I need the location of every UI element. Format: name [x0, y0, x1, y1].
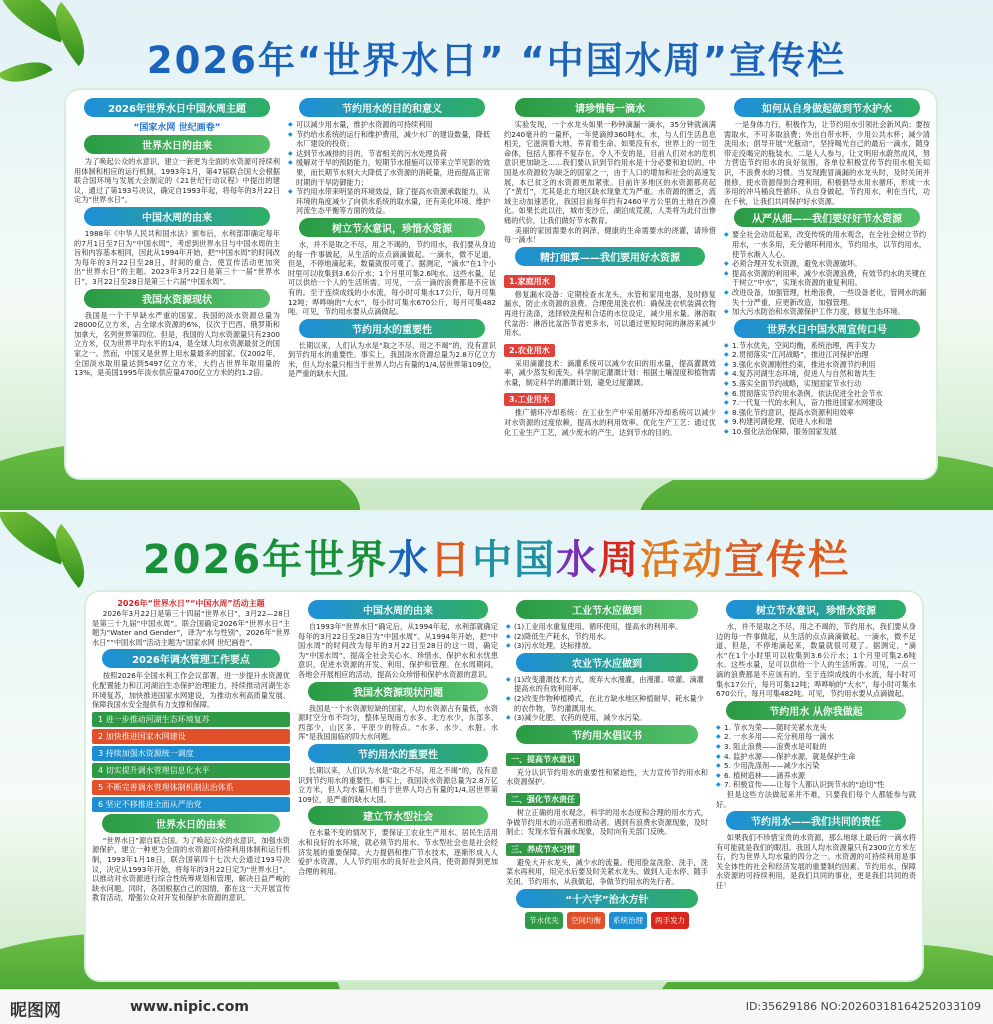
paragraph: 在水量不变的情况下，要保证工农业生产用水、居民生活用水和良好的水环境，就必须节约用水。节水型社会也是社会经济发展的重要保障。大力提倡和推广节水技术，逐渐形成人人爱护水资源，人人节约用水的良好社会风尚，使资源得到更加合理的利用。 [298, 828, 498, 876]
section-header: 工业节水应做到 [516, 600, 698, 619]
policy-tag: 空间均衡 [567, 912, 605, 929]
section-header: 中国水周的由来 [308, 600, 488, 619]
page-title: 2026年“世界水日” “中国水周”宣传栏 [146, 39, 847, 82]
section-header: 我国水资源现状问题 [308, 682, 488, 701]
title-segment: 水 [556, 537, 599, 583]
site-url[interactable]: www.nipic.com [130, 999, 249, 1015]
slogan-item: ◆ 3.强化水资源刚性约束，推进水资源节约利用 [724, 360, 930, 370]
column-4b [716, 598, 916, 976]
paragraph: 如果我们不珍惜宝贵的水资源，那么地球上最后的一滴水将有可能就是我们的眼泪。我国人均水资源量只有2300立方米左右，约为世界人均水量的四分之一。水资源的可持续利用是事关全体性的社会和经济发展的重要制约因素。节约用水，保障水资源的可持续利用，是我们共同的事业，更是我们共同的责任！ [716, 833, 916, 891]
slogan-item: ◆ 4.复苏河湖生态环境，促进人与自然和谐共生 [724, 369, 930, 379]
column-2 [288, 96, 496, 474]
section-header: 精打细算——我们要用好水资源 [515, 247, 705, 266]
section-header: 节约用水的重要性 [308, 744, 488, 763]
slogan-item: ◆ 9.构建河湖伦理，促进人水和谐 [724, 417, 930, 427]
bullet-item: ◆ 节约用水带来明显的环境效益，除了提高水资源承载能力，从环境的角度减少了向供水系统的取水量，还有美化环境、维护河流生态平衡等方面的效益。 [288, 187, 496, 216]
work-point-item: 5 不断完善调水管理体制机制法治体系 [92, 780, 290, 795]
site-logo: 昵图网 [10, 1001, 61, 1021]
subheading: 2.农业用水 [504, 344, 555, 357]
policy-tag: 节水优先 [525, 912, 563, 929]
activity-theme-title: 2026年“世界水日”“中国水周”活动主题 [117, 599, 265, 608]
section-header: 2026年世界水日中国水周主题 [84, 98, 269, 117]
image-id: ID:35629186 NO:20260318164252033109 [745, 1000, 981, 1013]
bullet-item: ◆ 加大污水防治和水资源保护工作力度，修复生态环境。 [724, 307, 930, 317]
section-header: 节约用水 从你我做起 [726, 701, 906, 720]
bullet-item: ◆ 必须合理开发水资源，避免水资源破坏。 [724, 259, 930, 269]
subheading: 3.工业用水 [504, 393, 555, 406]
work-point-item: 3 持续加强水资源统一调度 [92, 746, 290, 761]
paragraph: 自1993年“世界水日”确定后，从1994年起，水利部就确定每年的3月22日至28日为“中国水周”。从1994年开始，把“中国水周”的时间改为每年的3月22日至28日的这一周，确定为“中国水周”，提高全社会关心水、珍惜水、保护水和水忧患意识，促进水资源的开发、利用、保护和管理。在水周期间，各地会开展相应的活动，提高公众珍惜和保护水资源的意识。 [298, 622, 498, 679]
bullet-item: ◆ 要全社会动员起来，改变传统的用水观念，在全社会树立节约用水，一水多用，充分循环利用水，节约用水，以节约用水，使节水渐入人心。 [724, 230, 930, 259]
section-header: 2026年调水管理工作要点 [102, 649, 280, 668]
paragraph: 实验发现，一个水龙头如果一秒钟滴漏一滴水，35分钟就滴满约240毫升的一量杯，一年使滴掉360吨水。水，与人们生活息息相关，它滋润着大地，养育着生命。如果没有水，世界上的一切生命体，包括人都将不复存在。令人不安的是，目前人们对水的危机意识更加缺乏……我们要认识到节约用水是十分必要和迫切的。中国是水资源较为缺乏的国家之一，由于人口的增加和社会的高速发展，本已贫乏的水资源更加紧张。目前许多地区的水资源都亮起了“黄灯”，尤其是北方地区缺水现象尤为严重。水资源的匮乏，流域主动加速恶化，我国目前每年约有2460平方公里的土地在沙漠化。如果长此以往，城市变沙丘，湖泊成荒漠，人类将为此付出惨痛的代价，让我们做好节水教育。 [504, 120, 716, 225]
paragraph: 长期以来，人们认为水是“取之不尽，用之不竭”的，没有意识到节约用水的重要性。事实上，我国淡水资源总量为2.8万亿立方米，但人均水量只相当于世界人均占有量的1/4,居世界第109位，是严重的缺水大国。 [298, 765, 498, 804]
paragraph: 水，并不是取之不尽，用之不竭的，节约用水，我们要从身边的每一件事做起，从生活的点点滴滴做起。一滴水，微不足道，但是，不停地滴起来，数量就很可观了。据测定，“滴水”在1个小时里可以收集到3.6公斤水；1个月里可集2.6吨水。这些水量，足可以供给一个人的生活所需。可见，一点一滴的浪费都是不应该有的。至于连续成线的小水流，每小时可集水17公斤，每月可集12吨；哗哗响的“大水”，每小时可集水670公斤，每月可集482吨。可见，节约用水要从点滴做起。 [716, 622, 916, 699]
column-3 [504, 96, 716, 474]
slogan-item: ◆ 7.一代复一代的水利人，奋力推进国家水网建设 [724, 398, 930, 408]
paragraph: 采用滴灌技术：滴灌系统可以减少农田的用水量，提高灌溉效率，减少蒸发和流失。科学制定灌溉计划：根据土壤湿度和植物需水量，制定科学的灌溉计划，避免过度灌溉。 [504, 358, 716, 387]
section-header: 从严从细——我们要好好节水资源 [734, 208, 919, 227]
slogan-item: ◆ 8.强化节约意识，提高水资源利用效率 [724, 408, 930, 418]
section-header: 树立节水意识，珍惜水资源 [299, 218, 486, 237]
paragraph: 1988年《中华人民共和国水法》颁布后，水利部即确定每年的7月1日至7日为“中国水周”，考虑到世界水日与中国水周的主旨和内容基本相同，因此从1994年开始，把“中国水周”的时间改为每年的3月22日至28日，时间的重合，使宣传活动更加突出“世界水日”的主题。2023年3月22日是第三十一届“世界水日”，3月22日至28日是第三十六届“中国水周”。 [74, 228, 280, 286]
list-item: ◆ 3. 阻止浪费——浪费水是可耻的 [716, 742, 916, 752]
paragraph: 按照2026年全国水利工作会议部署，进一步提升水资源优化配置能力和江河湖泊生态保护治理能力，持续推动河湖生态环境复苏，加快推进国家水网建设，为推动水利高质量发展、保障我国水安全提供有力支撑和保障。 [92, 671, 290, 710]
section-header: 我国水资源现状 [84, 289, 269, 308]
paragraph: 我国是一个干旱缺水严重的国家。我国的淡水资源总量为28000亿立方米，占全球水资源的6%，仅次于巴西、俄罗斯和加拿大，名列世界第四位。但是，我国的人均水资源量只有2300立方米，仅为世界平均水平的1/4，是全球人均水资源最贫乏的国家之一。然而，中国又是世界上用水量最多的国家。仅2002年，全国淡水取用量达到5497亿立方米，大约占世界年取用量的13%，是美国1995年淡水供应量4700亿立方米的约1.2倍。 [74, 310, 280, 378]
paragraph: 为了唤起公众的水意识，建立一套更为全面的水资源可持续利用体制和相应的运行机制，1993年1月，第47届联合国大会根据联合国环境与发展大会制定的《21世纪行动议程》中提出的建议，通过了第193号决议，确定自1993年起，将每年的3月22日定为“世界水日”。 [74, 157, 280, 205]
paragraph: 但是这些方法做起来并不难，只要我们每个人都能参与就好。 [716, 789, 916, 809]
list-item: ◆ 5. 少用洗涤剂——减少水污染 [716, 761, 916, 771]
column-4 [724, 96, 930, 474]
list-item: ◆ (3)减少化肥、农药的使用，减少水污染。 [506, 713, 708, 723]
policy-tag: 两手发力 [651, 912, 689, 929]
section-header: 请珍惜每一滴水 [515, 98, 705, 117]
paragraph: 充分认识节约用水的重要性和紧迫性，大力宣传节约用水和水资源保护。 [506, 767, 708, 787]
section-header: 节约用水倡议书 [516, 725, 698, 744]
section-header: 中国水周的由来 [84, 207, 269, 226]
paragraph: 水，并不是取之不尽，用之不竭的，节约用水，我们要从身边的每一件事做起，从生活的点点滴滴做起。一滴水，微不足道，但是，不停地滴起来，数量就很可观了。据测定，“滴水”在1个小时里可以收集到3.6公斤水；1个月里可集2.6吨水。这些水量，足可以供给一个人的生活所需。可见，一点一滴的浪费都是不应该有的。至于连续成线的小水流，每小时可集水17公斤，每月可集12吨；哗哗响的“大水”，每小时可集水670公斤，每月可集482吨。可见，节约用水要从点滴做起。 [288, 239, 496, 317]
list-item: ◆ (2)改变作物种植模式，在北方缺水地区种植耐旱、耗水量少的农作物，节约灌溉用水。 [506, 694, 708, 713]
slogan-item: ◆ 5.落实全面节约战略，实现国家节水行动 [724, 379, 930, 389]
subheading: 1.家庭用水 [504, 275, 555, 288]
list-item: ◆ (1)改变灌溉技术方式，废弃大水漫灌，由漫灌、喷灌、滴灌提高水的有效利用率。 [506, 675, 708, 694]
policy-tags [506, 912, 708, 929]
bullet-item: ◆ 节约给水系统的运行和维护费用，减少水厂的建设数量，降低水厂建设的投资； [288, 130, 496, 149]
section-header: 节约用水——我们共同的责任 [726, 811, 906, 830]
bullet-item: ◆ 达到节水减排的目的，节省相关的污水处理负荷 [288, 149, 496, 159]
paragraph: 美丽的家园需要水的润泽，健康的生命需要水的浇灌，请珍惜每一滴水！ [504, 225, 716, 245]
slogan-item: ◆ 10.强化法治保障，服务国家发展 [724, 427, 930, 437]
paragraph: 长期以来，人们认为水是“取之不尽，用之不竭”的，没有意识到节约用水的重要性。事实上，我国淡水资源总量为2.8万亿立方米，但人均水量只相当于世界人均占有量的1/4,居世界第109位，是严重的缺水大国。 [288, 340, 496, 379]
title-segment: 日 [430, 537, 473, 583]
section-header: 节约用水的目的和意义 [299, 98, 486, 117]
bullet-item: ◆ 改进设备，加强管理，杜绝浪费，一些设备老化，管网水的漏失十分严重，应更新改造，加强管理。 [724, 288, 930, 307]
section-header: 世界水日中国水周宣传口号 [734, 319, 919, 338]
subheading: 二、强化节水责任 [506, 793, 580, 806]
slogan-item: ◆ 6.贯彻落实节约用水条例，依法促进全社会节水 [724, 389, 930, 399]
title-segment: 中国 [472, 537, 557, 583]
list-item: ◆ (1)工业用水重复使用、循环使用，提高水的利用率。 [506, 622, 708, 632]
list-item: ◆ 2. 一水多用——充分利用每一滴水 [716, 732, 916, 742]
page-title-2 [0, 528, 993, 585]
column-2b [298, 598, 498, 976]
paragraph: 一是身体力行，积极作为，让节约用水引领社会新风尚；要按需取水，不可多取浪费；外出自带水杯，少用公共水杯；减少清洗用水；倡导开展“光瓶动”，坚持喝光自己的最后一滴水，随身带走没喝完的瓶装水。二是人人参与，让文明用水蔚然成风，努力营造节约用水的良好氛围，各单位积极宣传节约用水相关知识，不浪费水的习惯。当发现跑冒滴漏的水龙头时，及时关闭并报修，使水资源得到合理利用，积极倡导水用水循环，形成一水多用的冲马桶良性循环。从自身做起，节约用水，利在当代，功在千秋，让我们共同保护好水资源。 [724, 120, 930, 206]
column-1 [74, 96, 280, 474]
column-1b [92, 598, 290, 976]
paragraph: 修复漏水设备：定期检查水龙头、水管和家用电器，及时修复漏水，防止水资源的浪费。合理使用洗衣机：确保洗衣机装满衣物再进行洗涤，选择较洗程和合适的水位设定，减少用水量。淋浴取代盆浴：淋浴比盆浴节省更多水，可以通过更短时间的淋浴来减少用水。 [504, 289, 716, 338]
watermark-footer [0, 989, 993, 1024]
section-header: 世界水日的由来 [102, 814, 280, 833]
slogan-item: ◆ 1.节水优先，空间均衡，系统治理，两手发力 [724, 341, 930, 351]
theme-text: “国家水网 世纪画卷” [133, 123, 221, 133]
bullet-item: ◆ 缓解对于旱的预防能力，短期节水措施可以带来立竿见影的效果，而长期节水则大大降低了水资源的消耗量，进而提高正常时期的干旱防御能力； [288, 158, 496, 187]
paragraph: 我国是一个水资源短缺的国家，人均水资源占有量低，水资源时空分布不均匀，整体呈现南方水多、北方水少，东部多、西部少，山区多、平原少的特点。“水多、水少、水脏、水浑”是我国面临的四大水问题。 [298, 703, 498, 742]
paragraph: 2026年3月22日是第三十四届“世界水日”，3月22—28日是第三十九届“中国水周”。联合国确定2026年“世界水日”主题为“Water and Gender”，译为“水与性别”，2026年“世界水日”“中国水周”活动主题为“国家水网 世纪画卷”。 [92, 609, 290, 647]
list-item: ◆ (2)降低生产耗水，节约用水。 [506, 632, 708, 642]
section-header: 树立节水意识，珍惜水资源 [726, 600, 906, 619]
section-header: 建立节水型社会 [308, 806, 488, 825]
slogan-item: ◆ 2.贯彻落实“江河战略”，推进江河保护治理 [724, 350, 930, 360]
bullet-item: ◆ 可以减少用水量，维护水资源的可持续利用 [288, 120, 496, 130]
work-point-item: 1 进一步推动河湖生态环境复苏 [92, 712, 290, 727]
work-points-list [92, 712, 290, 812]
paragraph: 避免大开水龙头，减少水的流量。使用脸盆洗脸、洗手，洗菜水再利用，用完水后要及时关紧水龙头，做到人走水停、随手关闭。节约用水，从我做起，争做节约用水的先行者。 [506, 857, 708, 886]
list-item: ◆ 6. 植树造林——涵养水源 [716, 771, 916, 781]
work-point-item: 2 加快推进国家水网建设 [92, 729, 290, 744]
section-header: “十六字”治水方针 [516, 889, 698, 908]
paragraph: “世界水日”源自联合国。为了唤起公众的水意识，加强水资源保护，建立一种更为全面的水资源可持续利用体制和运行机制，1993年1月18日，联合国第四十七次大会通过193号决议，决定从1993年开始，将每年的3月22日定为“世界水日”，以推动对水资源进行综合性统筹规划和管理，解决日益严峻的缺水问题。同时，各国根据自己的国情，都在这一天开展宣传教育活动，增强公众对开发和保护水资源的意识。 [92, 835, 290, 903]
title-segment: 周 [598, 537, 641, 583]
paragraph: 推广循环冷却系统：在工业生产中采用循环冷却系统可以减少对水资源的过度依赖，提高水的利用效率。优化生产工艺：通过优化工业生产工艺，减少废水的产生，达到节水的目的。 [504, 408, 716, 437]
title-segment: 水 [388, 537, 431, 583]
list-item: ◆ 1. 节水为荣——随时关紧水龙头 [716, 723, 916, 733]
work-point-item: 4 切实提升调水管理信息化水平 [92, 763, 290, 778]
top-board [0, 0, 993, 510]
column-3b [506, 598, 708, 976]
title-segment: 2026年世界 [142, 537, 389, 583]
subheading: 一、提高节水意识 [506, 753, 580, 766]
work-point-item: 6 坚定不移推进全面从严治党 [92, 797, 290, 812]
list-item: ◆ 4. 监护水源——保护水源，就是保护生命 [716, 752, 916, 762]
policy-tag: 系统治理 [609, 912, 647, 929]
list-item: ◆ 7. 积极宣传——让每个人都认识到节水的“迫切”性 [716, 780, 916, 790]
section-header: 世界水日的由来 [84, 135, 269, 154]
section-header: 如何从自身做起做到节水护水 [734, 98, 919, 117]
subheading: 三、养成节水习惯 [506, 843, 580, 856]
section-header: 节约用水的重要性 [299, 319, 486, 338]
title-segment: 活动 [640, 537, 725, 583]
section-header: 农业节水应做到 [516, 653, 698, 672]
list-item: ◆ (3)污水处理，达标排放。 [506, 641, 708, 651]
paragraph: 树立正确的用水观念，科学的用水态度和合理的用水方式，争做节约用水的示范者和推动者。遇到有浪费水资源现象，及时制止；发现水管有漏水现象，及时向有关部门反映。 [506, 807, 708, 837]
bullet-item: ◆ 提高水资源的利用率，减少水资源浪费，有效节约水的关键在于树立“中水”，实现水资源的重复利用。 [724, 269, 930, 288]
title-segment: 宣传栏 [724, 537, 851, 583]
